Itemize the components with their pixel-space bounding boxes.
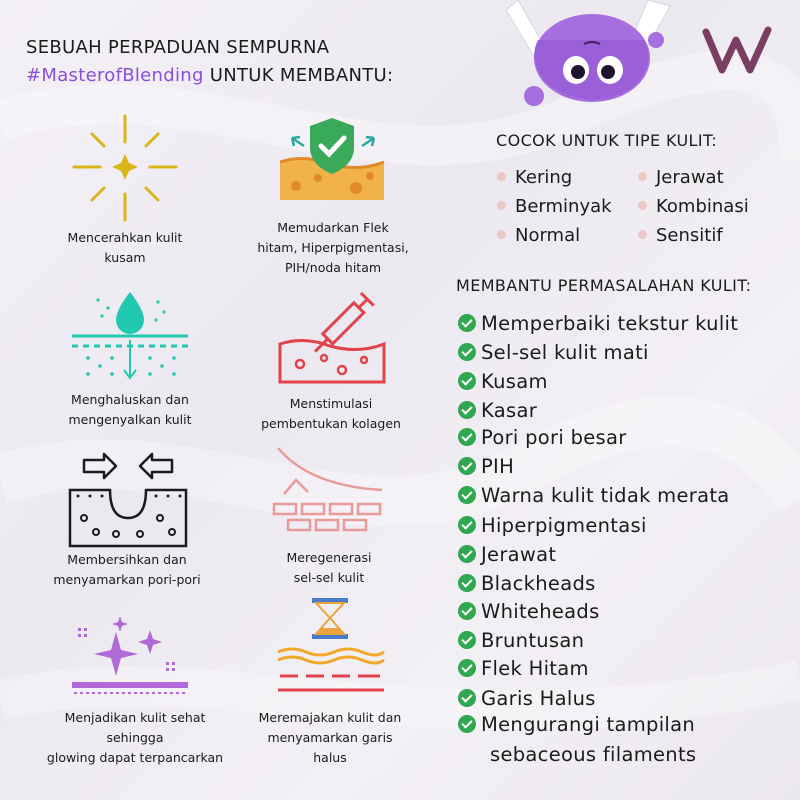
syringe-icon (274, 290, 394, 386)
benefit-label-line: Menstimulasi (289, 396, 373, 411)
list-item (458, 713, 695, 736)
benefit-collagen (236, 290, 426, 435)
glow-sparkles-icon (68, 612, 192, 696)
check-icon (458, 401, 476, 419)
list-item (458, 370, 548, 393)
skin-type-label: Sensitif (656, 225, 723, 246)
benefit-label-line: Meregenerasi (286, 550, 372, 565)
problem-label: Flek Hitam (481, 657, 589, 680)
headline (26, 34, 393, 90)
skin-types-title: COCOK UNTUK TIPE KULIT: (496, 131, 718, 150)
headline-line2-rest: UNTUK MEMBANTU: (203, 65, 394, 86)
list-item (458, 426, 627, 449)
benefit-fade-spots (238, 116, 428, 281)
list-item (458, 455, 514, 478)
benefit-brighten (40, 108, 210, 278)
list-item (458, 312, 738, 335)
problem-label: Blackheads (481, 572, 596, 595)
mascot-illustration (498, 0, 680, 112)
brand-logo (702, 26, 772, 76)
bullet-icon (638, 172, 647, 181)
sparkle-icon (70, 112, 180, 222)
check-icon (458, 457, 476, 475)
bullet-icon (497, 172, 506, 181)
bullet-icon (638, 230, 647, 239)
problem-label: Bruntusan (481, 629, 585, 652)
bullet-icon (497, 201, 506, 210)
check-icon (458, 715, 476, 733)
list-item (458, 600, 600, 623)
benefit-label-line: menyamarkan garis (267, 730, 393, 745)
benefit-glowing (30, 612, 240, 772)
list-item (638, 167, 724, 188)
hashtag: #MasterofBlending (26, 65, 204, 86)
problem-label: Whiteheads (481, 600, 600, 623)
problem-label: Sel-sel kulit mati (481, 341, 649, 364)
check-icon (458, 516, 476, 534)
list-item (458, 572, 596, 595)
benefit-label-line: menyamarkan pori-pori (53, 572, 201, 587)
check-icon (458, 314, 476, 332)
problems-title: MEMBANTU PERMASALAHAN KULIT: (456, 276, 752, 295)
list-item (458, 484, 730, 507)
list-item (458, 543, 556, 566)
benefit-label-line: sel-sel kulit (293, 570, 365, 585)
benefit-label-line: halus (313, 750, 347, 765)
check-icon (458, 343, 476, 361)
problem-label: Kusam (481, 370, 548, 393)
headline-line1: SEBUAH PERPADUAN SEMPURNA (26, 37, 330, 58)
problem-label: Warna kulit tidak merata (481, 484, 730, 507)
headline-line2 (26, 62, 393, 90)
list-item (497, 225, 580, 246)
list-item (458, 629, 584, 652)
problem-label: Mengurangi tampilan (481, 713, 696, 736)
benefit-label-line: sehingga (106, 730, 164, 745)
benefit-label-line: Menjadikan kulit sehat (64, 710, 206, 725)
problem-label: Memperbaiki tekstur kulit (481, 312, 739, 335)
benefit-label-line: Memudarkan Flek (277, 220, 389, 235)
problem-label: Pori pori besar (481, 426, 627, 449)
list-item (497, 196, 612, 217)
problem-label: sebaceous filaments (490, 743, 697, 766)
problem-label: Kasar (481, 399, 538, 422)
check-icon (458, 428, 476, 446)
bullet-icon (638, 201, 647, 210)
pore-icon (66, 452, 190, 548)
benefit-label-line: mengenyalkan kulit (68, 412, 192, 427)
benefit-label-line: hitam, Hiperpigmentasi, (257, 240, 409, 255)
check-icon (458, 602, 476, 620)
list-item (638, 196, 749, 217)
benefit-label-line: Meremajakan kulit dan (258, 710, 402, 725)
benefit-label-line: glowing dapat terpancarkan (46, 750, 224, 765)
problem-label: Jerawat (481, 543, 557, 566)
benefit-rejuvenate (240, 596, 420, 766)
check-icon (458, 631, 476, 649)
benefit-label-line: Membersihkan dan (67, 552, 187, 567)
check-icon (458, 486, 476, 504)
hourglass-icon (272, 596, 388, 704)
benefit-label-line: pembentukan kolagen (261, 416, 401, 431)
water-drop-icon (68, 288, 192, 380)
benefit-regenerate (244, 446, 414, 591)
skin-type-label: Normal (515, 225, 581, 246)
problem-label: PIH (481, 455, 515, 478)
skin-type-label: Jerawat (656, 167, 724, 188)
check-icon (458, 372, 476, 390)
list-item (458, 399, 537, 422)
benefit-pores (32, 452, 222, 594)
problem-label: Garis Halus (481, 687, 596, 710)
list-item-continuation (490, 743, 696, 766)
list-item (497, 167, 572, 188)
skin-type-label: Berminyak (515, 196, 612, 217)
list-item (458, 687, 596, 710)
benefit-label-line: kusam (104, 250, 146, 265)
list-item (458, 341, 649, 364)
check-icon (458, 689, 476, 707)
shield-check-icon (274, 116, 390, 204)
bullet-icon (497, 230, 506, 239)
problem-label: Hiperpigmentasi (481, 514, 647, 537)
benefit-label-line: PIH/noda hitam (284, 260, 382, 275)
benefit-label-line: Mencerahkan kulit (67, 230, 183, 245)
check-icon (458, 659, 476, 677)
check-icon (458, 574, 476, 592)
skin-type-label: Kering (515, 167, 573, 188)
benefit-smooth (40, 288, 220, 438)
skin-layers-icon (270, 446, 388, 542)
list-item (638, 225, 723, 246)
benefit-label-line: Menghaluskan dan (71, 392, 189, 407)
skin-type-label: Kombinasi (656, 196, 749, 217)
check-icon (458, 545, 476, 563)
list-item (458, 657, 589, 680)
list-item (458, 514, 647, 537)
